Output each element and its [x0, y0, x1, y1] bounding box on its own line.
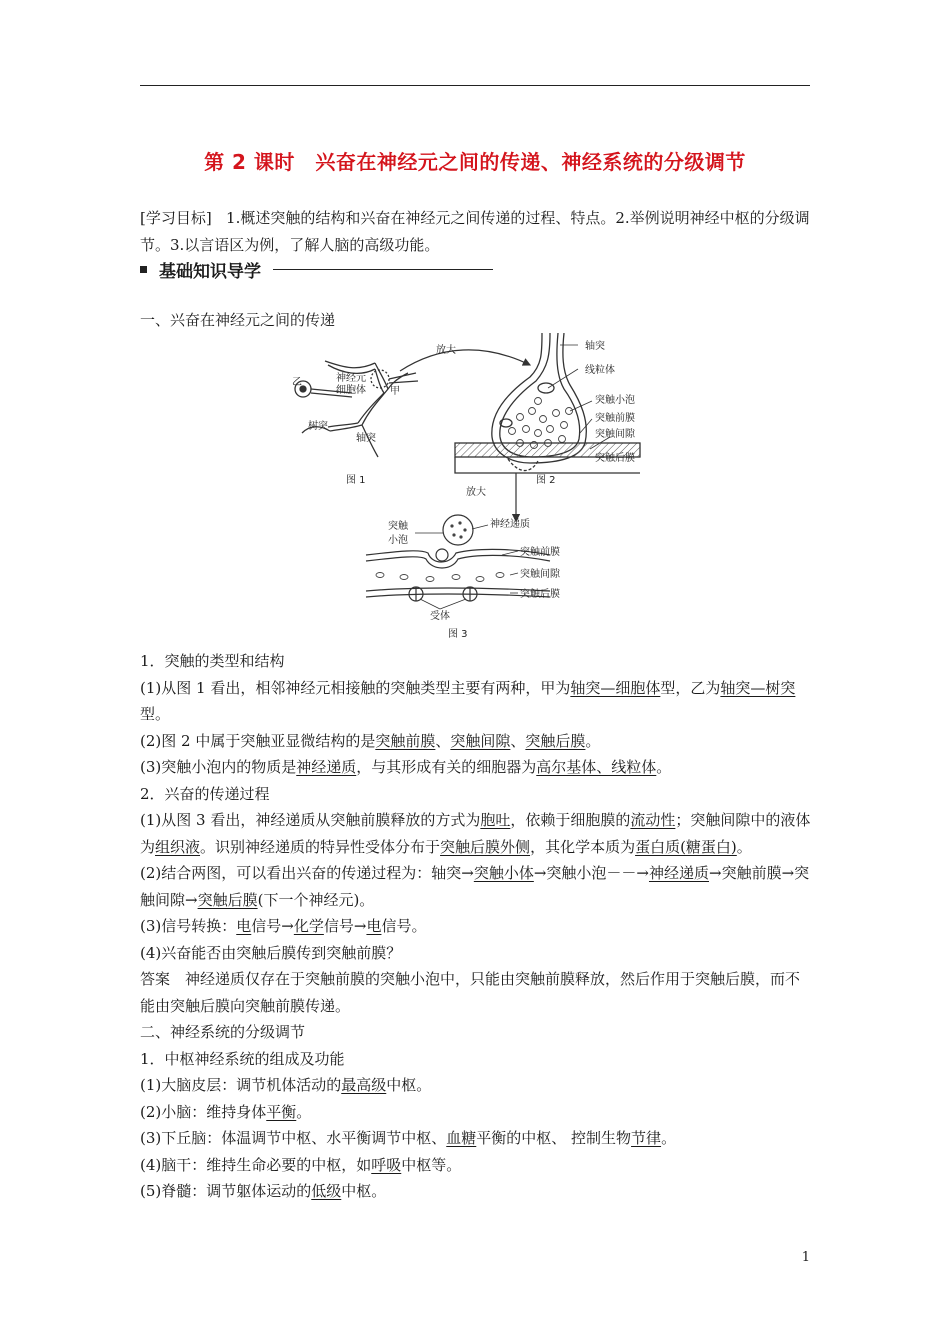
header-rule — [140, 85, 810, 86]
s2-title: 2．兴奋的传递过程 — [140, 784, 270, 803]
objectives-label: [学习目标] — [140, 209, 212, 227]
answer-blank: 神经递质 — [648, 864, 709, 882]
square-bullet-icon — [140, 266, 147, 273]
fig2-caption: 图 2 — [536, 475, 556, 486]
fig1-caption: 图 1 — [346, 475, 366, 486]
fig1-label-cell-body-1: 神经元 — [336, 373, 366, 384]
fig2-label-pre: 突触前膜 — [595, 413, 635, 424]
fig1-label-dendrite: 树突 — [308, 421, 328, 432]
fig2-label-vesicle: 突触小泡 — [595, 395, 635, 406]
figure-3-leaders — [415, 525, 518, 609]
part1-title: 一、兴奋在神经元之间的传递 — [140, 311, 336, 329]
answer-blank: 突触后膜外侧 — [440, 837, 531, 856]
enlarge-arrow-1 — [400, 350, 530, 371]
fig3-label-receptor: 受体 — [430, 611, 450, 622]
objectives-text: 1.概述突触的结构和兴奋在神经元之间传递的过程、特点。2.举例说明神经中枢的分级调节。3.以言语区为例，了解人脑的高级功能。 — [140, 209, 810, 254]
fig3-label-cleft: 突触间隙 — [520, 569, 560, 580]
s2-q1: (1)从图 3 看出，神经递质从突触前膜释放的方式为胞吐，依赖于细胞膜的流动性；突触间隙中的液体为组织液。识别神经递质的特异性受体分布于突触后膜外侧，其化学本质为蛋白质(糖蛋白)。 — [140, 811, 811, 856]
fig1-label-yi: 乙 — [292, 377, 302, 388]
fig2-label-axon: 轴突 — [585, 341, 605, 352]
s3-item-4: (4)脑干：维持生命必要的中枢，如呼吸中枢等。 — [140, 1155, 462, 1174]
answer-blank: 呼吸 — [371, 1155, 402, 1174]
answer-blank: 突触后膜 — [197, 890, 258, 909]
s1-q1: (1)从图 1 看出，相邻神经元相接触的突触类型主要有两种，甲为轴突—细胞体型，乙为轴突—树突型。 — [140, 678, 796, 723]
fig1-label-jia: 甲 — [390, 386, 400, 397]
learning-objectives — [140, 205, 812, 258]
answer-blank: 低级 — [311, 1182, 342, 1200]
s2-q4: (4)兴奋能否由突触后膜传到突触前膜？ — [140, 943, 402, 962]
s2-answer: 答案 神经递质仅存在于突触前膜的突触小泡中，只能由突触前膜释放，然后作用于突触后膜，而不能由突触后膜向突触前膜传递。 — [140, 970, 801, 1015]
main-body — [140, 648, 812, 1205]
answer-blank: 化学 — [293, 917, 324, 935]
s3-item-1: (1)大脑皮层：调节机体活动的最高级中枢。 — [140, 1076, 432, 1094]
page-title: 第 2 课时 兴奋在神经元之间的传递、神经系统的分级调节 — [204, 150, 746, 174]
fig3-label-nt: 神经递质 — [490, 519, 530, 530]
section-heading-rule — [273, 269, 493, 270]
enlarge-label-1: 放大 — [436, 345, 456, 356]
fig3-caption: 图 3 — [448, 629, 468, 640]
answer-blank: 胞吐 — [480, 811, 511, 829]
answer-blank: 节律 — [631, 1129, 662, 1147]
fig2-label-post: 突触后膜 — [595, 453, 635, 464]
s3-item-3: (3)下丘脑：体温调节中枢、水平衡调节中枢、血糖平衡的中枢、 控制生物节律。 — [140, 1129, 677, 1147]
fig1-label-axon: 轴突 — [356, 433, 376, 444]
synapse-figure — [280, 333, 660, 643]
answer-blank: 蛋白质(糖蛋白) — [635, 837, 737, 856]
answer-blank: 最高级 — [341, 1076, 387, 1094]
section-heading-text: 基础知识导学 — [159, 262, 261, 282]
s1-q3: (3)突触小泡内的物质是神经递质，与其形成有关的细胞器为高尔基体、线粒体。 — [140, 758, 672, 776]
fig2-label-mito: 线粒体 — [585, 365, 615, 376]
s1-title: 1．突触的类型和结构 — [140, 652, 285, 670]
fig3-label-vesicle-1: 突触 — [388, 521, 408, 532]
enlarge-label-2: 放大 — [466, 487, 486, 498]
answer-blank: 突触后膜 — [525, 731, 586, 750]
synapse-diagram — [280, 333, 660, 643]
answer-blank: 轴突—树突 — [720, 678, 796, 697]
answer-blank: 电 — [366, 917, 382, 935]
answer-blank: 电 — [236, 917, 252, 935]
answer-blank: 突触间隙 — [450, 731, 511, 750]
section-heading — [140, 257, 493, 282]
s2-q3: (3)信号转换：电信号→化学信号→电信号。 — [140, 917, 427, 935]
answer-blank: 流动性 — [630, 811, 676, 829]
s3-title: 1．中枢神经系统的组成及功能 — [140, 1049, 345, 1068]
s1-q2: (2)图 2 中属于突触亚显微结构的是突触前膜、突触间隙、突触后膜。 — [140, 731, 601, 750]
fig3-label-pre: 突触前膜 — [520, 547, 560, 558]
answer-blank: 组织液 — [155, 837, 201, 856]
figure-2-labels — [536, 339, 636, 486]
fig2-label-cleft: 突触间隙 — [595, 429, 635, 440]
answer-blank: 血糖 — [446, 1129, 477, 1147]
s3-item-2: (2)小脑：维持身体平衡。 — [140, 1102, 312, 1121]
answer-blank: 高尔基体、线粒体 — [536, 758, 657, 776]
s2-q2: (2)结合两图，可以看出兴奋的传递过程为：轴突→突触小体→突触小泡－－→神经递质→突触前膜→突触间隙→突触后膜(下一个神经元)。 — [140, 864, 810, 909]
answer-blank: 突触小体 — [473, 864, 534, 882]
figure-3-labels — [388, 517, 561, 640]
page-number: 1 — [801, 1250, 810, 1265]
fig3-label-post: 突触后膜 — [520, 589, 560, 600]
s3-item-5: (5)脊髓：调节躯体运动的低级中枢。 — [140, 1182, 387, 1200]
answer-blank: 平衡 — [266, 1102, 297, 1121]
answer-blank: 轴突—细胞体 — [570, 678, 661, 697]
fig3-label-vesicle-2: 小泡 — [388, 535, 408, 546]
fig1-label-cell-body-2: 细胞体 — [336, 385, 366, 396]
answer-blank: 突触前膜 — [375, 731, 436, 750]
answer-blank: 神经递质 — [296, 758, 357, 776]
part2-title: 二、神经系统的分级调节 — [140, 1023, 306, 1041]
